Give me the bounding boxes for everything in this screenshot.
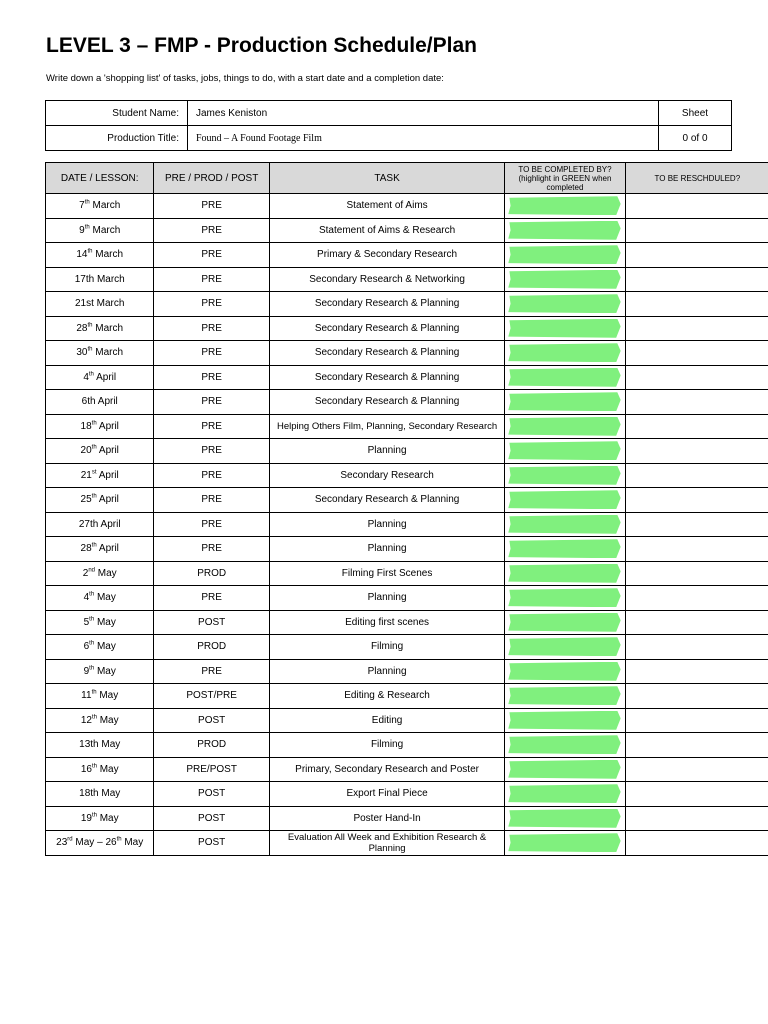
table-row xyxy=(46,733,768,758)
table-row xyxy=(46,488,768,513)
completed-cell xyxy=(505,390,625,415)
task-cell: Secondary Research & Planning xyxy=(269,390,504,415)
phase-cell: PRE xyxy=(154,537,269,562)
task-cell: Planning xyxy=(269,586,504,611)
rescheduled-cell xyxy=(625,512,768,537)
green-highlight xyxy=(508,441,620,460)
green-highlight xyxy=(508,784,620,803)
green-highlight xyxy=(508,662,620,681)
task-cell: Editing & Research xyxy=(269,684,504,709)
date-cell: 6th April xyxy=(46,390,154,415)
header-phase: PRE / PROD / POST xyxy=(154,163,269,194)
completed-cell xyxy=(505,488,625,513)
phase-cell: PRE xyxy=(154,390,269,415)
table-row xyxy=(46,635,768,660)
task-cell: Planning xyxy=(269,537,504,562)
phase-cell: PROD xyxy=(154,635,269,660)
phase-cell: PRE xyxy=(154,659,269,684)
completed-cell xyxy=(505,292,625,317)
table-row xyxy=(46,439,768,464)
schedule-table xyxy=(45,162,768,856)
date-cell: 6th May xyxy=(46,635,154,660)
green-highlight xyxy=(508,735,620,754)
task-cell: Evaluation All Week and Exhibition Research & Planning xyxy=(269,831,504,856)
date-cell: 21st April xyxy=(46,463,154,488)
schedule-body xyxy=(46,194,768,856)
date-cell: 12th May xyxy=(46,708,154,733)
sheet-label: Sheet xyxy=(659,101,732,126)
task-cell: Filming First Scenes xyxy=(269,561,504,586)
table-row xyxy=(46,659,768,684)
green-highlight xyxy=(508,613,620,632)
phase-cell: PRE xyxy=(154,316,269,341)
task-cell: Poster Hand-In xyxy=(269,806,504,831)
phase-cell: POST xyxy=(154,831,269,856)
rescheduled-cell xyxy=(625,537,768,562)
task-cell: Secondary Research & Networking xyxy=(269,267,504,292)
rescheduled-cell xyxy=(625,561,768,586)
table-row xyxy=(46,757,768,782)
completed-cell xyxy=(505,463,625,488)
task-cell: Planning xyxy=(269,512,504,537)
completed-cell xyxy=(505,610,625,635)
green-highlight xyxy=(508,417,620,436)
completed-cell xyxy=(505,659,625,684)
task-cell: Editing first scenes xyxy=(269,610,504,635)
table-row xyxy=(46,218,768,243)
table-row xyxy=(46,831,768,856)
completed-cell xyxy=(505,439,625,464)
date-cell: 20th April xyxy=(46,439,154,464)
green-highlight xyxy=(508,466,620,485)
header-completed-by: TO BE COMPLETED BY? (highlight in GREEN when completed xyxy=(505,163,625,194)
green-highlight xyxy=(508,245,620,264)
date-cell: 28th March xyxy=(46,316,154,341)
task-cell: Secondary Research & Planning xyxy=(269,488,504,513)
completed-cell xyxy=(505,316,625,341)
date-cell: 16th May xyxy=(46,757,154,782)
rescheduled-cell xyxy=(625,267,768,292)
phase-cell: POST/PRE xyxy=(154,684,269,709)
rescheduled-cell xyxy=(625,365,768,390)
task-cell: Planning xyxy=(269,659,504,684)
table-row xyxy=(46,414,768,439)
header-date: DATE / LESSON: xyxy=(46,163,154,194)
green-highlight xyxy=(508,294,620,313)
completed-cell xyxy=(505,341,625,366)
date-cell: 14th March xyxy=(46,243,154,268)
completed-cell xyxy=(505,537,625,562)
table-row xyxy=(46,586,768,611)
table-row xyxy=(46,316,768,341)
green-highlight xyxy=(508,392,620,411)
table-row xyxy=(46,512,768,537)
completed-cell xyxy=(505,708,625,733)
phase-cell: POST xyxy=(154,806,269,831)
date-cell: 9th May xyxy=(46,659,154,684)
phase-cell: PRE xyxy=(154,267,269,292)
rescheduled-cell xyxy=(625,782,768,807)
task-cell: Secondary Research & Planning xyxy=(269,341,504,366)
date-cell: 30th March xyxy=(46,341,154,366)
phase-cell: PROD xyxy=(154,733,269,758)
phase-cell: PRE xyxy=(154,512,269,537)
task-cell: Statement of Aims & Research xyxy=(269,218,504,243)
phase-cell: PRE xyxy=(154,586,269,611)
task-cell: Filming xyxy=(269,635,504,660)
schedule-header-row xyxy=(46,163,768,194)
date-cell: 18th May xyxy=(46,782,154,807)
table-row xyxy=(46,243,768,268)
completed-cell xyxy=(505,218,625,243)
phase-cell: PRE/POST xyxy=(154,757,269,782)
rescheduled-cell xyxy=(625,439,768,464)
task-cell: Secondary Research xyxy=(269,463,504,488)
rescheduled-cell xyxy=(625,390,768,415)
rescheduled-cell xyxy=(625,659,768,684)
completed-cell xyxy=(505,757,625,782)
rescheduled-cell xyxy=(625,635,768,660)
task-cell: Secondary Research & Planning xyxy=(269,365,504,390)
table-row xyxy=(46,537,768,562)
phase-cell: POST xyxy=(154,708,269,733)
table-row xyxy=(46,341,768,366)
task-cell: Secondary Research & Planning xyxy=(269,292,504,317)
completed-cell xyxy=(505,586,625,611)
green-highlight xyxy=(508,833,620,852)
rescheduled-cell xyxy=(625,243,768,268)
rescheduled-cell xyxy=(625,414,768,439)
rescheduled-cell xyxy=(625,341,768,366)
green-highlight xyxy=(508,490,620,509)
table-row xyxy=(46,194,768,219)
student-name-value: James Keniston xyxy=(188,101,659,126)
green-highlight xyxy=(508,196,620,215)
green-highlight xyxy=(508,564,620,583)
completed-cell xyxy=(505,512,625,537)
date-cell: 13th May xyxy=(46,733,154,758)
task-cell: Helping Others Film, Planning, Secondary Research xyxy=(269,414,504,439)
rescheduled-cell xyxy=(625,488,768,513)
phase-cell: POST xyxy=(154,782,269,807)
date-cell: 5th May xyxy=(46,610,154,635)
date-cell: 23rd May – 26th May xyxy=(46,831,154,856)
table-row xyxy=(46,292,768,317)
rescheduled-cell xyxy=(625,610,768,635)
green-highlight xyxy=(508,539,620,558)
green-highlight xyxy=(508,809,620,828)
rescheduled-cell xyxy=(625,218,768,243)
page-title: LEVEL 3 – FMP - Production Schedule/Plan xyxy=(46,34,477,57)
instructions: Write down a 'shopping list' of tasks, jobs, things to do, with a start date and a completion date: xyxy=(46,73,444,84)
student-name-label: Student Name: xyxy=(46,101,188,126)
rescheduled-cell xyxy=(625,708,768,733)
date-cell: 21st March xyxy=(46,292,154,317)
phase-cell: PRE xyxy=(154,341,269,366)
table-row xyxy=(46,267,768,292)
date-cell: 7th March xyxy=(46,194,154,219)
rescheduled-cell xyxy=(625,194,768,219)
rescheduled-cell xyxy=(625,831,768,856)
date-cell: 25th April xyxy=(46,488,154,513)
completed-cell xyxy=(505,684,625,709)
completed-cell xyxy=(505,365,625,390)
date-cell: 4th May xyxy=(46,586,154,611)
table-row xyxy=(46,806,768,831)
production-title-label: Production Title: xyxy=(46,126,188,151)
task-cell: Planning xyxy=(269,439,504,464)
table-row xyxy=(46,365,768,390)
task-cell: Secondary Research & Planning xyxy=(269,316,504,341)
rescheduled-cell xyxy=(625,586,768,611)
completed-cell xyxy=(505,267,625,292)
table-row xyxy=(46,684,768,709)
phase-cell: PRE xyxy=(154,194,269,219)
green-highlight xyxy=(508,588,620,607)
completed-cell xyxy=(505,243,625,268)
date-cell: 18th April xyxy=(46,414,154,439)
production-title-value: Found – A Found Footage Film xyxy=(188,126,659,151)
rescheduled-cell xyxy=(625,463,768,488)
rescheduled-cell xyxy=(625,292,768,317)
date-cell: 11th May xyxy=(46,684,154,709)
completed-cell xyxy=(505,635,625,660)
green-highlight xyxy=(508,368,620,387)
rescheduled-cell xyxy=(625,806,768,831)
completed-cell xyxy=(505,782,625,807)
task-cell: Export Final Piece xyxy=(269,782,504,807)
phase-cell: PROD xyxy=(154,561,269,586)
green-highlight xyxy=(508,637,620,656)
student-info-table xyxy=(45,100,732,151)
table-row xyxy=(46,610,768,635)
table-row xyxy=(46,390,768,415)
completed-cell xyxy=(505,194,625,219)
table-row xyxy=(46,708,768,733)
phase-cell: PRE xyxy=(154,218,269,243)
table-row xyxy=(46,782,768,807)
phase-cell: PRE xyxy=(154,414,269,439)
date-cell: 4th April xyxy=(46,365,154,390)
date-cell: 9th March xyxy=(46,218,154,243)
green-highlight xyxy=(508,221,620,240)
phase-cell: PRE xyxy=(154,292,269,317)
phase-cell: POST xyxy=(154,610,269,635)
date-cell: 19th May xyxy=(46,806,154,831)
phase-cell: PRE xyxy=(154,463,269,488)
rescheduled-cell xyxy=(625,684,768,709)
date-cell: 17th March xyxy=(46,267,154,292)
rescheduled-cell xyxy=(625,733,768,758)
green-highlight xyxy=(508,760,620,779)
task-cell: Primary & Secondary Research xyxy=(269,243,504,268)
table-row xyxy=(46,463,768,488)
phase-cell: PRE xyxy=(154,243,269,268)
date-cell: 28th April xyxy=(46,537,154,562)
green-highlight xyxy=(508,270,620,289)
completed-cell xyxy=(505,561,625,586)
completed-cell xyxy=(505,806,625,831)
green-highlight xyxy=(508,319,620,338)
phase-cell: PRE xyxy=(154,488,269,513)
green-highlight xyxy=(508,711,620,730)
completed-cell xyxy=(505,733,625,758)
phase-cell: PRE xyxy=(154,439,269,464)
table-row xyxy=(46,561,768,586)
completed-cell xyxy=(505,831,625,856)
date-cell: 2nd May xyxy=(46,561,154,586)
task-cell: Primary, Secondary Research and Poster xyxy=(269,757,504,782)
rescheduled-cell xyxy=(625,316,768,341)
green-highlight xyxy=(508,515,620,534)
task-cell: Editing xyxy=(269,708,504,733)
task-cell: Statement of Aims xyxy=(269,194,504,219)
task-cell: Filming xyxy=(269,733,504,758)
green-highlight xyxy=(508,686,620,705)
sheet-value: 0 of 0 xyxy=(659,126,732,151)
header-rescheduled: TO BE RESCHDULED? xyxy=(625,163,768,194)
phase-cell: PRE xyxy=(154,365,269,390)
header-task: TASK xyxy=(269,163,504,194)
rescheduled-cell xyxy=(625,757,768,782)
date-cell: 27th April xyxy=(46,512,154,537)
completed-cell xyxy=(505,414,625,439)
green-highlight xyxy=(508,343,620,362)
